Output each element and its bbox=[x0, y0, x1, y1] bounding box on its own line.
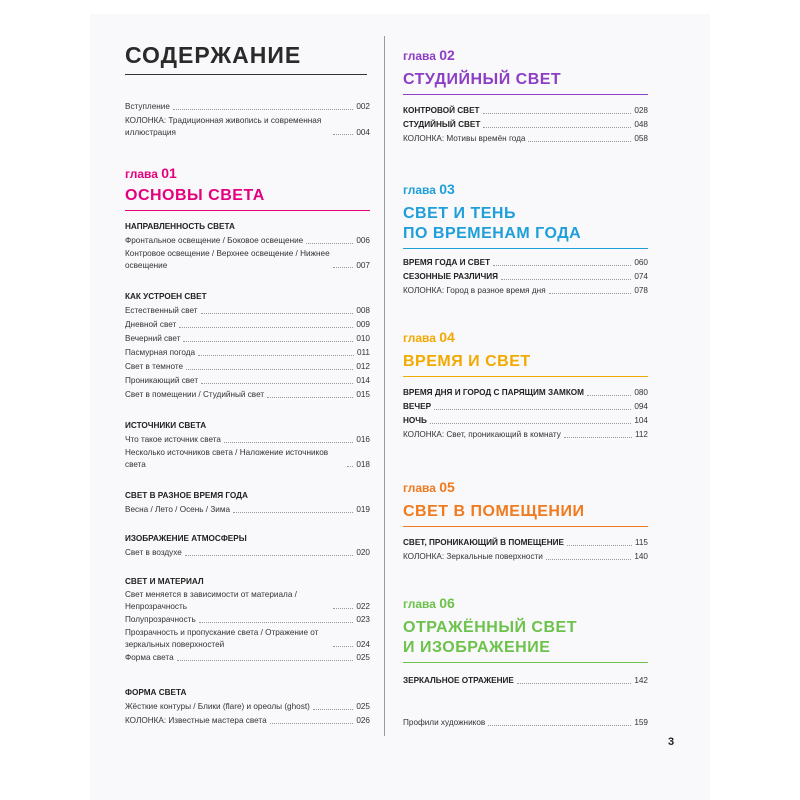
chapter-number: 01 bbox=[161, 165, 177, 181]
leader-dots bbox=[224, 442, 353, 443]
leader-dots bbox=[179, 327, 353, 328]
chapter-label bbox=[403, 594, 648, 612]
chapter-rule bbox=[403, 94, 648, 95]
chapter-label-text: глава bbox=[403, 183, 436, 197]
chapter-label-text: глава bbox=[403, 481, 436, 495]
entry-page: 159 bbox=[634, 718, 648, 727]
entry-text: ЗЕРКАЛЬНОЕ ОТРАЖЕНИЕ bbox=[403, 676, 514, 685]
entry-page: 060 bbox=[634, 258, 648, 267]
entry-text: КОЛОНКА: Традиционная живопись и современная иллюстрация bbox=[125, 116, 322, 137]
title-rule bbox=[125, 74, 367, 75]
chapter-label bbox=[403, 328, 648, 346]
chapter-label bbox=[403, 180, 648, 198]
entry-text: ВРЕМЯ ГОДА И СВЕТ bbox=[403, 258, 491, 267]
toc-entry[interactable] bbox=[403, 674, 648, 688]
entry-page: 008 bbox=[356, 306, 370, 315]
entry-page: 006 bbox=[356, 236, 370, 245]
toc-entry[interactable] bbox=[403, 104, 648, 118]
toc-entry[interactable] bbox=[125, 374, 370, 388]
entry-page: 011 bbox=[356, 348, 370, 357]
entry-text: Свет в помещении / Студийный свет bbox=[125, 390, 265, 399]
entry-page: 019 bbox=[356, 505, 370, 514]
chapter-3-entries bbox=[403, 256, 648, 298]
toc-entry[interactable] bbox=[403, 270, 648, 284]
chapter-title: СТУДИЙНЫЙ СВЕТ bbox=[403, 71, 562, 88]
toc-entry[interactable] bbox=[125, 613, 370, 627]
toc-entry[interactable] bbox=[125, 332, 370, 346]
entry-page: 080 bbox=[634, 388, 648, 397]
section-heading: СВЕТ И МАТЕРИАЛ bbox=[125, 577, 204, 586]
entry-page: 140 bbox=[634, 552, 648, 561]
section-heading: СВЕТ В РАЗНОЕ ВРЕМЯ ГОДА bbox=[125, 491, 248, 500]
chapter-2-entries bbox=[403, 104, 648, 146]
toc-entry[interactable] bbox=[125, 100, 370, 114]
toc-entry[interactable] bbox=[125, 318, 370, 332]
entry-page: 025 bbox=[356, 653, 370, 662]
entry-page: 007 bbox=[356, 261, 370, 270]
leader-dots bbox=[177, 660, 354, 661]
chapter-title: ВРЕМЯ И СВЕТ bbox=[403, 353, 531, 370]
chapter-title-line: ОТРАЖЁННЫЙ СВЕТ bbox=[403, 619, 577, 636]
leader-dots bbox=[546, 559, 631, 560]
toc-entry[interactable] bbox=[125, 304, 370, 318]
chapter-label bbox=[125, 164, 370, 182]
entry-text: Форма света bbox=[125, 653, 174, 662]
toc-entry[interactable] bbox=[403, 400, 648, 414]
leader-dots bbox=[198, 355, 354, 356]
toc-entry[interactable] bbox=[125, 700, 370, 714]
section-block bbox=[125, 290, 370, 402]
toc-entry[interactable] bbox=[125, 589, 370, 613]
entry-page: 025 bbox=[356, 702, 370, 711]
section-block bbox=[125, 489, 370, 517]
profiles-entry-block bbox=[403, 716, 648, 730]
toc-entry[interactable] bbox=[125, 651, 370, 665]
entry-text: Несколько источников света / Наложение источников света bbox=[125, 448, 329, 469]
entry-text: КОНТРОВОЙ СВЕТ bbox=[403, 106, 480, 115]
leader-dots bbox=[333, 608, 353, 609]
toc-entry[interactable] bbox=[403, 284, 648, 298]
chapter-title: ОСНОВЫ СВЕТА bbox=[125, 187, 265, 204]
toc-entry[interactable] bbox=[125, 388, 370, 402]
toc-entry[interactable] bbox=[403, 414, 648, 428]
chapter-label-text: глава bbox=[403, 49, 436, 63]
toc-entry[interactable] bbox=[125, 714, 370, 728]
entry-page: 018 bbox=[356, 460, 370, 469]
entry-page: 058 bbox=[634, 134, 648, 143]
toc-entry[interactable] bbox=[125, 627, 370, 651]
toc-entry[interactable] bbox=[125, 115, 370, 139]
entry-text: ВЕЧЕР bbox=[403, 402, 432, 411]
chapter-title-line: И ИЗОБРАЖЕНИЕ bbox=[403, 639, 551, 656]
chapter-rule bbox=[125, 210, 370, 211]
column-divider bbox=[384, 36, 385, 736]
chapter-title: СВЕТ В ПОМЕЩЕНИИ bbox=[403, 503, 585, 520]
entry-page: 104 bbox=[634, 416, 648, 425]
section-heading: НАПРАВЛЕННОСТЬ СВЕТА bbox=[125, 222, 235, 231]
entry-text: Контровое освещение / Верхнее освещение / Нижнее освещение bbox=[125, 249, 330, 270]
intro-block bbox=[125, 100, 370, 139]
entry-page: 004 bbox=[356, 128, 370, 137]
toc-entry[interactable] bbox=[403, 428, 648, 442]
toc-entry[interactable] bbox=[125, 447, 370, 471]
entry-text: Проникающий свет bbox=[125, 376, 199, 385]
entry-page: 028 bbox=[634, 106, 648, 115]
leader-dots bbox=[483, 113, 632, 114]
section-block bbox=[125, 419, 370, 471]
toc-entry[interactable] bbox=[125, 433, 370, 447]
chapter-1-header[interactable] bbox=[125, 164, 370, 211]
leader-dots bbox=[564, 437, 632, 438]
entry-text: Свет в темноте bbox=[125, 362, 184, 371]
leader-dots bbox=[434, 409, 631, 410]
entry-text: КОЛОНКА: Известные мастера света bbox=[125, 716, 267, 725]
entry-page: 023 bbox=[356, 615, 370, 624]
leader-dots bbox=[567, 545, 632, 546]
chapter-3-header[interactable] bbox=[403, 180, 648, 249]
chapter-rule bbox=[403, 376, 648, 377]
page-number: 3 bbox=[668, 736, 675, 748]
chapter-number: 04 bbox=[439, 329, 455, 345]
toc-entry[interactable] bbox=[403, 386, 648, 400]
entry-text: КОЛОНКА: Зеркальные поверхности bbox=[403, 552, 543, 561]
entry-page: 142 bbox=[634, 676, 648, 685]
entry-page: 015 bbox=[356, 390, 370, 399]
entry-page: 022 bbox=[356, 602, 370, 611]
leader-dots bbox=[333, 646, 353, 647]
leader-dots bbox=[333, 267, 353, 268]
leader-dots bbox=[347, 466, 353, 467]
leader-dots bbox=[201, 313, 354, 314]
leader-dots bbox=[199, 622, 354, 623]
chapter-rule bbox=[403, 248, 648, 249]
section-heading: ИСТОЧНИКИ СВЕТА bbox=[125, 421, 207, 430]
toc-entry[interactable] bbox=[403, 118, 648, 132]
chapter-number: 03 bbox=[439, 181, 455, 197]
leader-dots bbox=[483, 127, 631, 128]
entry-text: КОЛОНКА: Свет, проникающий в комнату bbox=[403, 430, 561, 439]
leader-dots bbox=[488, 725, 631, 726]
toc-entry[interactable] bbox=[403, 132, 648, 146]
entry-text: Естественный свет bbox=[125, 306, 198, 315]
entry-page: 024 bbox=[356, 640, 370, 649]
toc-entry[interactable] bbox=[125, 546, 370, 560]
leader-dots bbox=[173, 109, 353, 110]
toc-entry[interactable] bbox=[125, 503, 370, 517]
leader-dots bbox=[270, 723, 354, 724]
entry-text: Профили художников bbox=[403, 718, 486, 727]
chapter-2-header[interactable] bbox=[403, 46, 648, 95]
entry-page: 115 bbox=[634, 538, 648, 547]
chapter-number: 05 bbox=[439, 479, 455, 495]
entry-page: 009 bbox=[356, 320, 370, 329]
entry-page: 078 bbox=[634, 286, 648, 295]
leader-dots bbox=[493, 265, 631, 266]
entry-text: Пасмурная погода bbox=[125, 348, 196, 357]
leader-dots bbox=[186, 369, 353, 370]
entry-text: КОЛОНКА: Город в разное время дня bbox=[403, 286, 546, 295]
leader-dots bbox=[333, 134, 353, 135]
entry-text: Фронтальное освещение / Боковое освещение bbox=[125, 236, 304, 245]
section-heading: ФОРМА СВЕТА bbox=[125, 688, 187, 697]
section-block bbox=[125, 532, 370, 560]
entry-page: 016 bbox=[356, 435, 370, 444]
chapter-6-header[interactable] bbox=[403, 594, 648, 663]
leader-dots bbox=[517, 683, 631, 684]
toc-entry[interactable] bbox=[125, 248, 370, 272]
entry-text: КОЛОНКА: Мотивы времён года bbox=[403, 134, 526, 143]
chapter-label-text: глава bbox=[403, 597, 436, 611]
chapter-label-text: глава bbox=[403, 331, 436, 345]
chapter-5-entries bbox=[403, 536, 648, 564]
toc-entry[interactable] bbox=[403, 536, 648, 550]
leader-dots bbox=[185, 555, 354, 556]
entry-text: СВЕТ, ПРОНИКАЮЩИЙ В ПОМЕЩЕНИЕ bbox=[403, 538, 564, 547]
entry-text: СТУДИЙНЫЙ СВЕТ bbox=[403, 120, 481, 129]
entry-page: 012 bbox=[356, 362, 370, 371]
chapter-label bbox=[403, 478, 648, 496]
toc-entry[interactable] bbox=[125, 360, 370, 374]
entry-text: НОЧЬ bbox=[403, 416, 427, 425]
leader-dots bbox=[233, 512, 353, 513]
entry-page: 074 bbox=[634, 272, 648, 281]
leader-dots bbox=[306, 243, 353, 244]
leader-dots bbox=[267, 397, 353, 398]
toc-entry[interactable] bbox=[403, 256, 648, 270]
chapter-rule bbox=[403, 526, 648, 527]
chapter-label bbox=[403, 46, 648, 64]
section-heading: ИЗОБРАЖЕНИЕ АТМОСФЕРЫ bbox=[125, 534, 247, 543]
entry-text: Полупрозрачность bbox=[125, 615, 196, 624]
entry-text: Вечерний свет bbox=[125, 334, 181, 343]
leader-dots bbox=[528, 141, 631, 142]
entry-page: 020 bbox=[356, 548, 370, 557]
section-block bbox=[125, 575, 370, 665]
entry-text: Дневной свет bbox=[125, 320, 177, 329]
entry-text: Вступление bbox=[125, 102, 170, 111]
chapter-title-line: СВЕТ И ТЕНЬ bbox=[403, 205, 516, 222]
chapter-6-entries bbox=[403, 674, 648, 688]
entry-page: 010 bbox=[356, 334, 370, 343]
entry-text: Прозрачность и пропускание света / Отражение от зеркальных поверхностей bbox=[125, 628, 319, 649]
entry-text: Свет меняется в зависимости от материала / Непрозрачность bbox=[125, 590, 297, 611]
section-block bbox=[125, 220, 370, 272]
entry-page: 094 bbox=[634, 402, 648, 411]
chapter-5-header[interactable] bbox=[403, 478, 648, 527]
entry-text: ВРЕМЯ ДНЯ И ГОРОД С ПАРЯЩИМ ЗАМКОМ bbox=[403, 388, 584, 397]
leader-dots bbox=[183, 341, 353, 342]
leader-dots bbox=[501, 279, 631, 280]
entry-text: СЕЗОННЫЕ РАЗЛИЧИЯ bbox=[403, 272, 499, 281]
leader-dots bbox=[201, 383, 353, 384]
section-block bbox=[125, 686, 370, 728]
entry-page: 112 bbox=[634, 430, 648, 439]
chapter-number: 06 bbox=[439, 595, 455, 611]
entry-page: 014 bbox=[356, 376, 370, 385]
entry-page: 002 bbox=[356, 102, 370, 111]
entry-text: Что такое источник света bbox=[125, 435, 221, 444]
chapter-title-line: ПО ВРЕМЕНАМ ГОДА bbox=[403, 225, 582, 242]
chapter-label-text: глава bbox=[125, 167, 158, 181]
chapter-rule bbox=[403, 662, 648, 663]
leader-dots bbox=[587, 395, 631, 396]
page-title: СОДЕРЖАНИЕ bbox=[125, 42, 302, 68]
leader-dots bbox=[313, 709, 354, 710]
entry-page: 026 bbox=[356, 716, 370, 725]
chapter-4-entries bbox=[403, 386, 648, 442]
entry-text: Жёсткие контуры / Блики (flare) и ореолы (ghost) bbox=[125, 702, 310, 711]
toc-entry[interactable] bbox=[403, 716, 648, 730]
entry-text: Свет в воздухе bbox=[125, 548, 182, 557]
toc-entry[interactable] bbox=[125, 346, 370, 360]
entry-text: Весна / Лето / Осень / Зима bbox=[125, 505, 231, 514]
leader-dots bbox=[549, 293, 632, 294]
section-heading: КАК УСТРОЕН СВЕТ bbox=[125, 292, 207, 301]
leader-dots bbox=[430, 423, 631, 424]
chapter-number: 02 bbox=[439, 47, 455, 63]
toc-entry[interactable] bbox=[403, 550, 648, 564]
toc-entry[interactable] bbox=[125, 234, 370, 248]
chapter-4-header[interactable] bbox=[403, 328, 648, 377]
entry-page: 048 bbox=[634, 120, 648, 129]
